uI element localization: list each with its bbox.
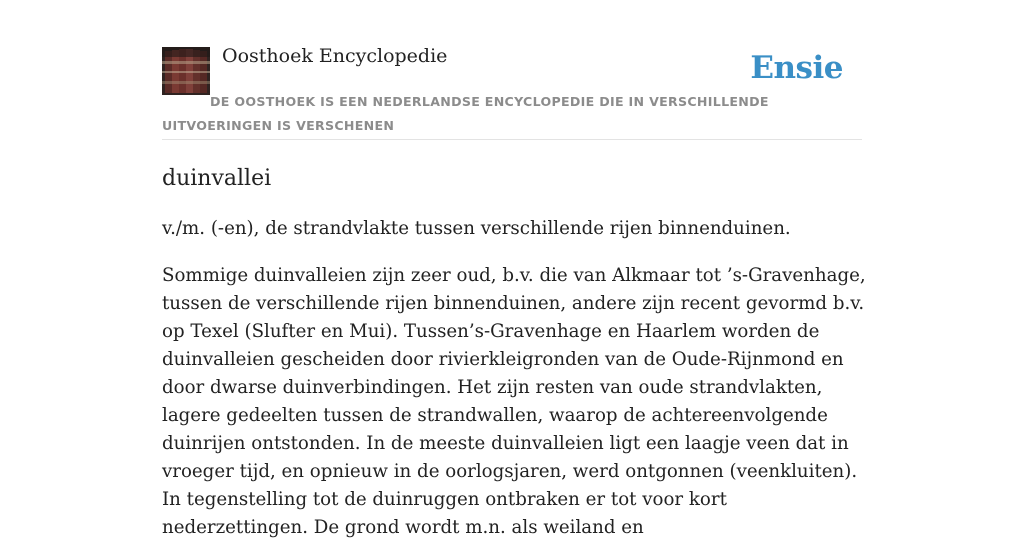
encyclopedia-avatar-icon[interactable] bbox=[162, 47, 210, 95]
article-definition: v./m. (-en), de strandvlakte tussen verschillende rijen binnenduinen. bbox=[162, 218, 791, 239]
site-title[interactable]: Oosthoek Encyclopedie bbox=[222, 45, 448, 67]
site-tagline: DE OOSTHOEK IS EEN NEDERLANDSE ENCYCLOPEDIE DIE IN VERSCHILLENDE UITVOERINGEN IS VERSCHENEN bbox=[162, 94, 769, 133]
site-header bbox=[162, 44, 862, 140]
ensie-logo[interactable]: Ensie bbox=[750, 50, 843, 86]
article-title: duinvallei bbox=[162, 166, 272, 191]
article-body: Sommige duinvalleien zijn zeer oud, b.v. die van Alkmaar tot ’s-Gravenhage, tussen de verschillende rijen binnenduinen, andere zijn recent gevormd b.v. op Texel (Slufter en Mui). Tussen’s-Gravenhage en Haarlem worden de duinvalleien gescheiden door rivierkleigronden van de Oude-Rijnmond en door dwarse duinverbindingen. Het zijn resten van oude strandvlakten, lagere gedeelten tussen de strandwallen, waarop de achtereenvolgende duinrijen ontstonden. In de meeste duinvalleien ligt een laagje veen dat in vroeger tijd, en opnieuw in de oorlogsjaren, werd ontgonnen (veenkluiten). In tegenstelling tot de duinruggen ontbraken er tot voor kort nederzettingen. De grond wordt m.n. als weiland en bbox=[162, 265, 866, 538]
article bbox=[162, 160, 867, 542]
header-divider bbox=[162, 139, 862, 140]
